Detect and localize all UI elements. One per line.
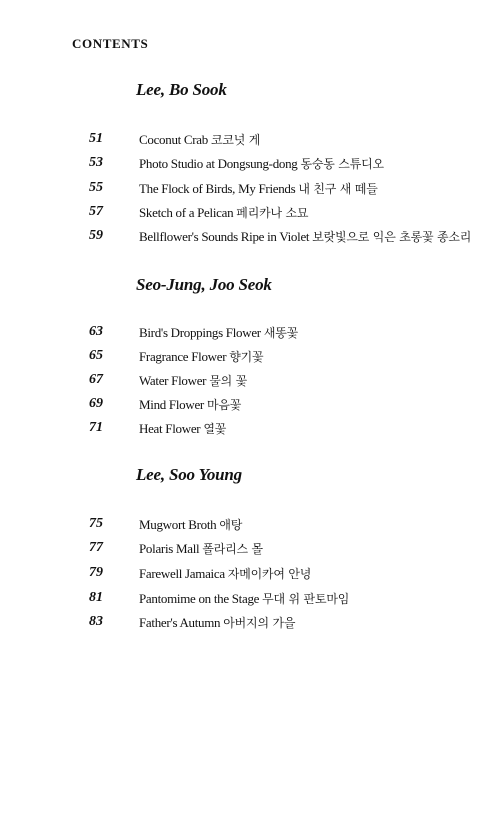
toc-entry <box>0 614 500 636</box>
toc-title-korean: 물의 꽃 <box>209 374 247 388</box>
toc-entry <box>0 180 500 202</box>
toc-entry <box>0 420 500 442</box>
section-author: Lee, Soo Young <box>136 465 242 484</box>
toc-title <box>139 180 378 197</box>
toc-entry <box>0 565 500 587</box>
toc-title-english: Mind Flower <box>139 397 204 412</box>
toc-page-number: 53 <box>89 155 103 170</box>
toc-page-number: 69 <box>89 396 103 411</box>
toc-title-english: Polaris Mall <box>139 541 200 556</box>
toc-title <box>139 614 295 631</box>
toc-entry <box>0 155 500 177</box>
toc-title-korean: 열꽃 <box>203 422 227 436</box>
toc-title-english: Coconut Crab <box>139 132 208 147</box>
toc-page-number: 75 <box>89 516 103 531</box>
toc-title-korean: 내 친구 새 떼들 <box>298 182 378 196</box>
toc-title-english: Mugwort Broth <box>139 517 217 532</box>
toc-title-korean: 페리카나 소묘 <box>236 206 309 220</box>
toc-title <box>139 540 263 557</box>
toc-title <box>139 372 247 389</box>
toc-page-number: 71 <box>89 420 103 435</box>
toc-page-number: 83 <box>89 614 103 629</box>
toc-title-english: The Flock of Birds, My Friends <box>139 181 296 196</box>
toc-title <box>139 590 349 607</box>
toc-title-korean: 마음꽃 <box>206 398 242 412</box>
toc-entry <box>0 228 500 250</box>
toc-entry <box>0 590 500 612</box>
toc-title-english: Farewell Jamaica <box>139 566 225 581</box>
toc-entry <box>0 372 500 394</box>
toc-title <box>139 131 260 148</box>
toc-title-english: Sketch of a Pelican <box>139 205 234 220</box>
toc-title-english: Heat Flower <box>139 421 201 436</box>
toc-entry <box>0 516 500 538</box>
section-author: Seo-Jung, Joo Seok <box>136 275 272 294</box>
toc-title <box>139 516 242 533</box>
toc-page-number: 79 <box>89 565 103 580</box>
toc-title-korean: 동숭동 스튜디오 <box>300 157 384 171</box>
toc-title <box>139 324 298 341</box>
toc-title-english: Bellflower's Sounds Ripe in Violet <box>139 229 310 244</box>
toc-title-korean: 보랏빛으로 익은 초롱꽃 종소리 <box>312 230 472 244</box>
contents-heading: CONTENTS <box>72 36 149 51</box>
toc-title-korean: 아버지의 가을 <box>223 616 296 630</box>
toc-title-english: Water Flower <box>139 373 207 388</box>
toc-page-number: 81 <box>89 590 103 605</box>
toc-page-number: 59 <box>89 228 103 243</box>
toc-title <box>139 228 471 245</box>
toc-title-korean: 새똥꽃 <box>263 326 299 340</box>
toc-title <box>139 204 308 221</box>
toc-entry <box>0 324 500 346</box>
toc-title-english: Bird's Droppings Flower <box>139 325 261 340</box>
toc-title-korean: 폴라리스 몰 <box>202 542 263 556</box>
toc-page-number: 65 <box>89 348 103 363</box>
toc-title-english: Father's Autumn <box>139 615 221 630</box>
toc-title-korean: 애탕 <box>219 518 243 532</box>
toc-title <box>139 348 263 365</box>
toc-page-number: 63 <box>89 324 103 339</box>
toc-page-number: 67 <box>89 372 103 387</box>
toc-title-english: Photo Studio at Dongsung-dong <box>139 156 298 171</box>
toc-entry <box>0 540 500 562</box>
toc-title <box>139 155 384 172</box>
toc-entry <box>0 204 500 226</box>
toc-page-number: 55 <box>89 180 103 195</box>
toc-title-korean: 코코넛 게 <box>210 133 261 147</box>
section-author: Lee, Bo Sook <box>136 80 227 99</box>
toc-title-korean: 향기꽃 <box>229 350 264 364</box>
toc-page-number: 57 <box>89 204 103 219</box>
toc-title-korean: 무대 위 판토마임 <box>262 592 350 606</box>
toc-entry <box>0 131 500 153</box>
toc-title <box>139 396 241 413</box>
toc-entry <box>0 396 500 418</box>
toc-page-number: 51 <box>89 131 103 146</box>
toc-title <box>139 565 311 582</box>
toc-title-korean: 자메이카여 안녕 <box>227 567 312 581</box>
toc-entry <box>0 348 500 370</box>
toc-title-english: Fragrance Flower <box>139 349 227 364</box>
toc-title <box>139 420 226 437</box>
toc-page-number: 77 <box>89 540 103 555</box>
toc-title-english: Pantomime on the Stage <box>139 591 260 606</box>
